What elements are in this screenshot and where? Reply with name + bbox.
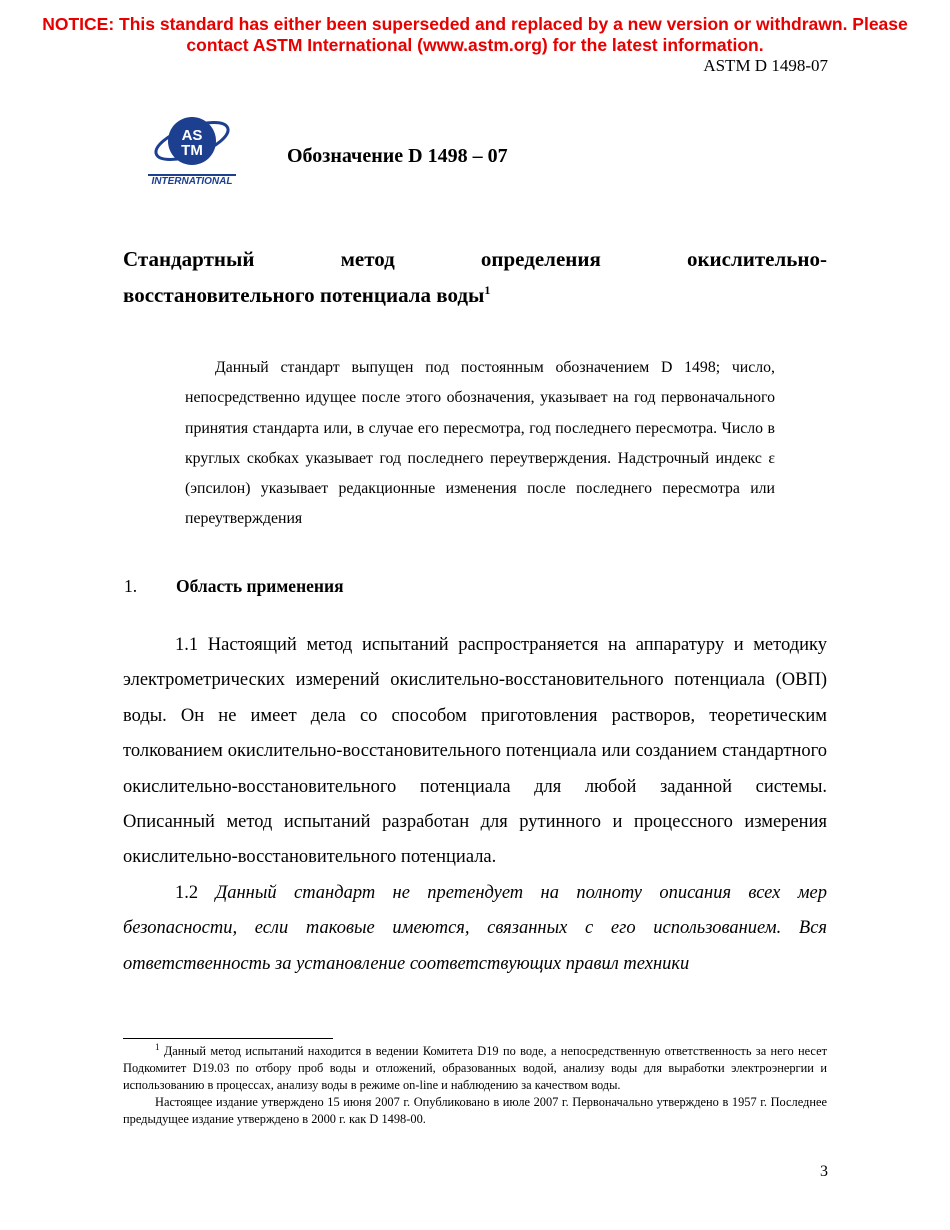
supersede-notice [0, 14, 950, 56]
designation: Обозначение D 1498 – 07 [287, 145, 508, 167]
section-heading [124, 576, 344, 597]
footnote-1: $^1$ Данный метод испытаний находится в ведении Комитета D19 по воде, а непосредственную ответственность за него несет Подкомитет D19.03 по отбору проб воды и отложений, образованных водой, анализу воды для выработки электроэнергии и использованию в процессах, анализу воды в режиме on-line и наблюдению за качеством воды. [123, 1041, 827, 1092]
paragraph-number: 1.2 [175, 882, 199, 903]
notice-line-1: NOTICE: This standard has either been superseded and replaced by a new version or withdrawn. Please [42, 14, 908, 34]
logo-text: INTERNATIONAL [151, 176, 233, 187]
footnote-2: Настоящее издание утверждено 15 июня 2007 г. Опубликовано в июле 2007 г. Первоначально утверждено в 1957 г. Последнее предыдущее издание утверждено в 2000 г. как D 1498-00. [123, 1095, 827, 1126]
paragraph-1-2-text: Данный стандарт не претендует на полноту описания всех мер безопасности, если таковые имеются, связанных с его использованием. Вся ответственность за установление соответствующих правил техники [123, 882, 827, 974]
title-word: метод [340, 247, 395, 271]
abstract-paragraph: Данный стандарт выпущен под постоянным обозначением D 1498; число, непосредственно идущее после этого обозначения, указывает на год первоначального принятия стандарта или, в случае его пересмотра, год последнего пересмотра. Число в круглых скобках указывает год последнего переутверждения. Надстрочный индекс ε (эпсилон) указывает редакционные изменения после последнего пересмотра или переутверждения [185, 359, 775, 528]
document-title [123, 241, 827, 313]
paragraph-1-1: 1.1 Настоящий метод испытаний распространяется на аппаратуру и методику электрометрических измерений окислительно-восстановительного потенциала (ОВП) воды. Он не имеет дела со способом приготовления растворов, теоретическим толкованием окислительно-восстановительного потенциала или созданием стандартного окислительно-восстановительного потенциала для любой заданной системы. Описанный метод испытаний разработан для рутинного и процессного измерения окислительно-восстановительного потенциала. [123, 635, 827, 868]
title-line-1 [123, 241, 827, 277]
astm-logo [148, 108, 236, 188]
svg-text:AS: AS [181, 127, 203, 144]
paragraph-1-2 [123, 876, 827, 982]
title-line-2: восстановительного потенциала воды$^1$ [123, 283, 491, 307]
document-code: ASTM D 1498-07 [703, 56, 828, 75]
title-word: определения [480, 247, 601, 271]
title-word: окислительно- [686, 247, 827, 271]
title-footnote-ref: 1 [484, 283, 491, 297]
svg-text:TM: TM [181, 142, 203, 159]
footnote-divider [123, 1038, 333, 1039]
title-word: Стандартный [123, 247, 255, 271]
section-number: 1. [124, 576, 138, 596]
footnote-marker: 1 [155, 1041, 160, 1052]
footnotes [123, 1043, 827, 1128]
notice-line-2: contact ASTM International (www.astm.org) for the latest information. [186, 35, 764, 55]
page-number: 3 [820, 1163, 828, 1180]
section-body [123, 628, 827, 982]
section-title: Область применения [176, 576, 344, 596]
